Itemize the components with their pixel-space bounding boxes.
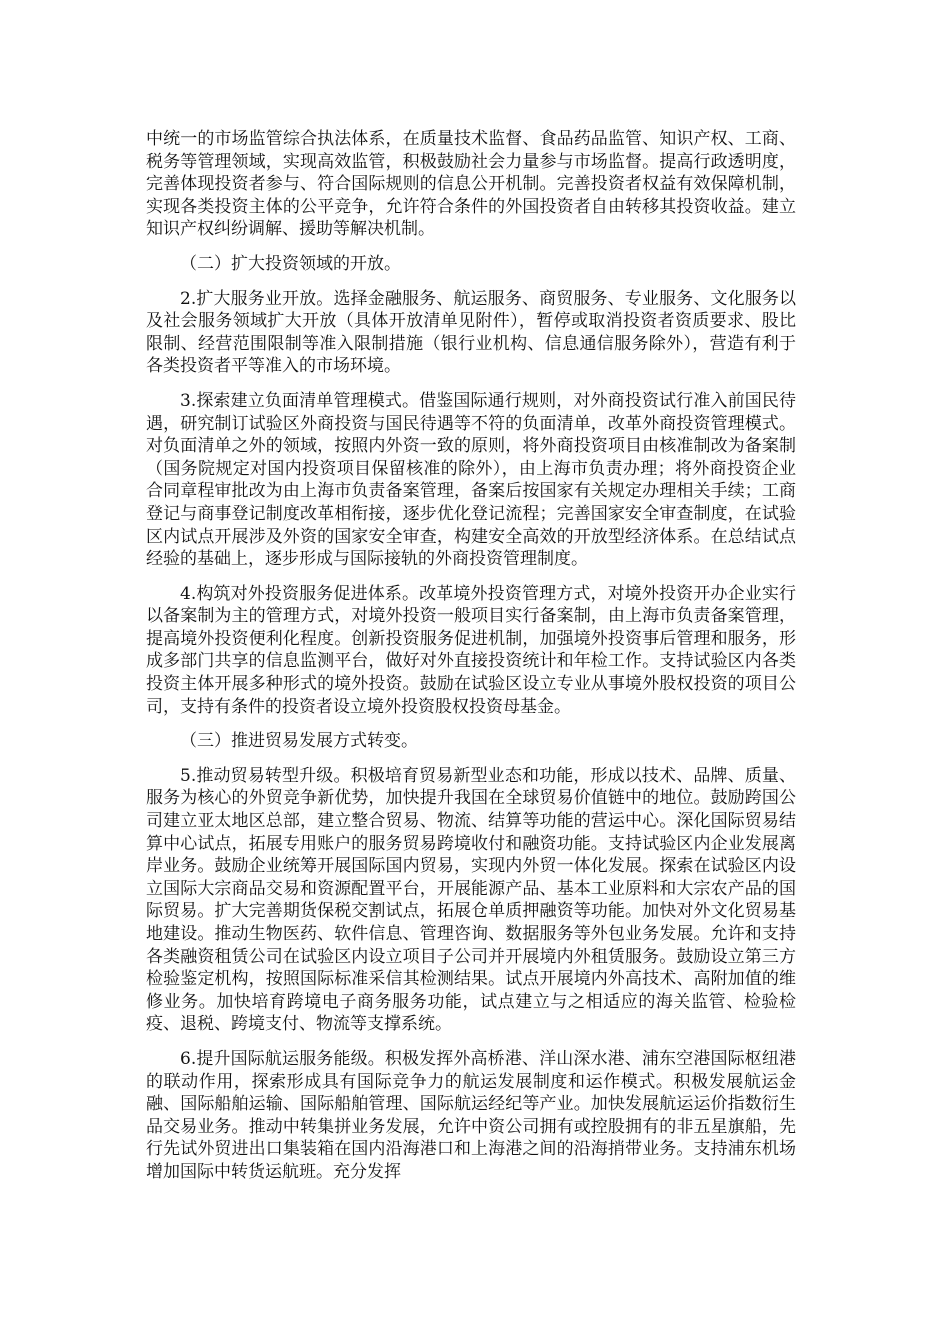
section-heading-expand-investment: （二）扩大投资领域的开放。 xyxy=(180,253,401,274)
paragraph-item-4: 4.构筑对外投资服务促进体系。改革境外投资管理方式，对境外投资开办企业实行以备案制为主的管理方式，对境外投资一般项目实行备案制，由上海市负责备案管理，提高境外投资便利化程度。创新投资服务促进机制，加强境外投资事后管理和服务，形成多部门共享的信息监测平台，做好对外直接投资统计和年检工作。支持试验区内各类投资主体开展多种形式的境外投资。鼓励在试验区设立专业从事境外股权投资的项目公司，支持有条件的投资者设立境外投资股权投资母基金。 xyxy=(146,583,796,717)
paragraph-item-5: 5.推动贸易转型升级。积极培育贸易新型业态和功能，形成以技术、品牌、质量、服务为核心的外贸竞争新优势，加快提升我国在全球贸易价值链中的地位。鼓励跨国公司建立亚太地区总部，建立整合贸易、物流、结算等功能的营运中心。深化国际贸易结算中心试点，拓展专用账户的服务贸易跨境收付和融资功能。支持试验区内企业发展离岸业务。鼓励企业统筹开展国际国内贸易，实现内外贸一体化发展。探索在试验区内设立国际大宗商品交易和资源配置平台，开展能源产品、基本工业原料和大宗农产品的国际贸易。扩大完善期货保税交割试点，拓展仓单质押融资等功能。加快对外文化贸易基地建设。推动生物医药、软件信息、管理咨询、数据服务等外包业务发展。允许和支持各类融资租赁公司在试验区内设立项目子公司并开展境内外租赁服务。鼓励设立第三方检验鉴定机构，按照国际标准采信其检测结果。试点开展境内外高技术、高附加值的维修业务。加快培育跨境电子商务服务功能，试点建立与之相适应的海关监管、检验检疫、退税、跨境支付、物流等支撑系统。 xyxy=(146,765,796,1035)
paragraph-item-6: 6.提升国际航运服务能级。积极发挥外高桥港、洋山深水港、浦东空港国际枢纽港的联动作用，探索形成具有国际竞争力的航运发展制度和运作模式。积极发展航运金融、国际船舶运输、国际船舶管理、国际航运经纪等产业。加快发展航运运价指数衍生品交易业务。推动中转集拼业务发展，允许中资公司拥有或控股拥有的非五星旗船，先行先试外贸进出口集装箱在国内沿海港口和上海港之间的沿海捎带业务。支持浦东机场增加国际中转货运航班。充分发挥 xyxy=(146,1048,796,1182)
document-page xyxy=(146,128,796,1196)
paragraph-item-2: 2.扩大服务业开放。选择金融服务、航运服务、商贸服务、专业服务、文化服务以及社会服务领域扩大开放（具体开放清单见附件），暂停或取消投资者资质要求、股比限制、经营范围限制等准入限制措施（银行业机构、信息通信服务除外），营造有利于各类投资者平等准入的市场环境。 xyxy=(146,288,796,377)
section-heading-trade-development: （三）推进贸易发展方式转变。 xyxy=(180,731,418,752)
paragraph-continuation: 中统一的市场监管综合执法体系，在质量技术监督、食品药品监管、知识产权、工商、税务等管理领域，实现高效监管，积极鼓励社会力量参与市场监督。提高行政透明度，完善体现投资者参与、符合国际规则的信息公开机制。完善投资者权益有效保障机制，实现各类投资主体的公平竞争，允许符合条件的外国投资者自由转移其投资收益。建立知识产权纠纷调解、援助等解决机制。 xyxy=(146,129,796,240)
paragraph-item-3: 3.探索建立负面清单管理模式。借鉴国际通行规则，对外商投资试行准入前国民待遇，研究制订试验区外商投资与国民待遇等不符的负面清单，改革外商投资管理模式。对负面清单之外的领域，按照内外资一致的原则，将外商投资项目由核准制改为备案制（国务院规定对国内投资项目保留核准的除外），由上海市负责办理；将外商投资企业合同章程审批改为由上海市负责备案管理，备案后按国家有关规定办理相关手续；工商登记与商事登记制度改革相衔接，逐步优化登记流程；完善国家安全审查制度，在试验区内试点开展涉及外资的国家安全审查，构建安全高效的开放型经济体系。在总结试点经验的基础上，逐步形成与国际接轨的外商投资管理制度。 xyxy=(146,390,796,570)
